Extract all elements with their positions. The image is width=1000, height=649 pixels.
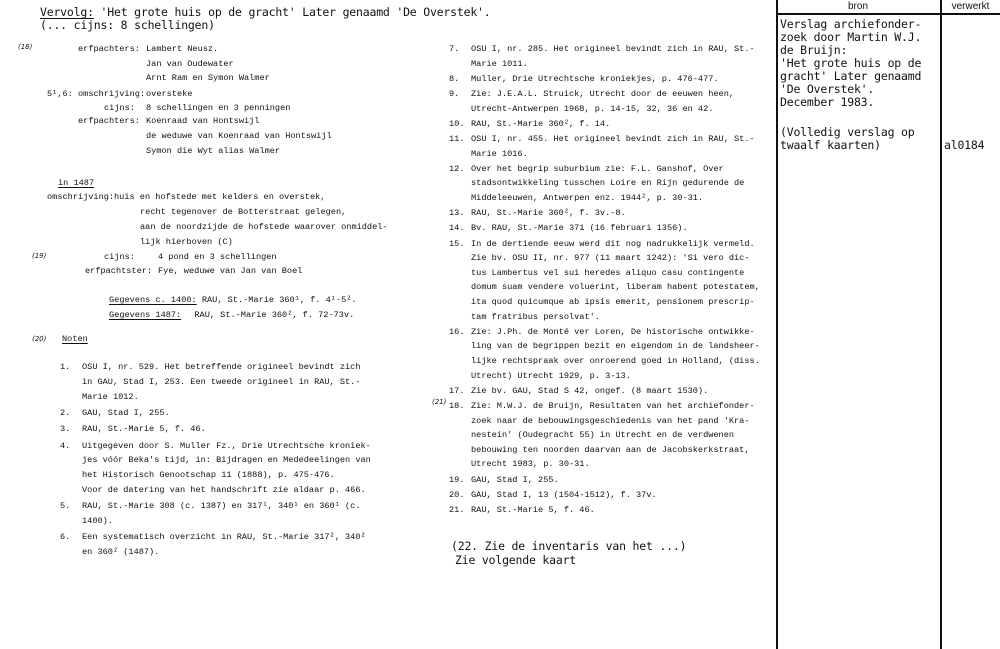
margin-mark-21: (21) bbox=[432, 398, 447, 406]
gegevens-1400: Gegevens c. 1400: RAU, St.-Marie 360¹, f. 4¹-5². bbox=[109, 295, 357, 305]
note-line bbox=[449, 192, 703, 205]
note-text: In de dertiende eeuw werd dit nog nadrukkelijk vermeld. bbox=[471, 238, 755, 249]
verwerkt-code: al0184 bbox=[944, 138, 985, 152]
note-line bbox=[60, 515, 113, 528]
note-number: 9. bbox=[449, 89, 460, 99]
header-row-rule bbox=[776, 13, 1000, 15]
note-text: Utrecht-Antwerpen 1968, p. 14-15, 32, 36 en 42. bbox=[471, 103, 714, 114]
note-text: stadsontwikkeling tusschen Loire en Rijn gedurende de bbox=[471, 178, 745, 189]
note-number: 21. bbox=[449, 505, 465, 515]
footer-line-2: Zie volgende kaart bbox=[455, 553, 577, 567]
note-line bbox=[449, 118, 610, 131]
note-text: Zie: M.W.J. de Bruijn, Resultaten van het archiefonder- bbox=[471, 401, 755, 411]
note-line bbox=[60, 423, 206, 436]
vervolg-label: Vervolg: bbox=[40, 5, 94, 19]
note-text: RAU, St.-Marie 360², f. 3v.-8. bbox=[471, 208, 626, 219]
note-number: 16. bbox=[449, 326, 465, 337]
note-text: GAU, Stad I, 255. bbox=[471, 474, 559, 485]
note-text: bebouwing ten noorden daarvan aan de Jacobskerkstraat, bbox=[471, 444, 750, 455]
note-line bbox=[449, 326, 755, 339]
note-line bbox=[449, 103, 713, 116]
note-line bbox=[449, 429, 734, 442]
note-text: OSU I, nr. 285. Het origineel bevindt zich in RAU, St.- bbox=[471, 44, 755, 54]
note-number: 18. bbox=[449, 401, 465, 411]
note-line bbox=[449, 355, 760, 368]
note-line bbox=[449, 311, 600, 324]
note-text: OSU I, nr. 529. Het betreffende origineel bevindt zich bbox=[82, 362, 361, 372]
gegevens-1487: Gegevens 1487: RAU, St.-Marie 360², f. 72-73v. bbox=[109, 310, 355, 320]
note-text: en 360² (1487). bbox=[82, 547, 160, 558]
margin-mark-18: (18) bbox=[18, 43, 33, 51]
note-text: RAU, St.-Marie 308 (c. 1387) en 317¹, 340¹ en 360¹ (c. bbox=[82, 501, 361, 512]
note-number: 19. bbox=[449, 474, 465, 485]
note-line bbox=[449, 222, 688, 235]
note-line bbox=[449, 504, 595, 517]
bron-header: bron bbox=[847, 1, 868, 12]
omschrijving-label: omschrijving: bbox=[78, 89, 146, 99]
note-number: 11. bbox=[449, 134, 465, 144]
note-number: 13. bbox=[449, 208, 465, 219]
margin-mark-20: (20) bbox=[32, 335, 47, 343]
note-text: Utrecht) Utrecht 1929, p. 3-13. bbox=[471, 370, 631, 381]
note-number: 1. bbox=[60, 362, 71, 372]
note-text: Bv. RAU, St.-Marie 371 (16 februari 1356). bbox=[471, 223, 688, 234]
footer-line-1: (22. Zie de inventaris van het ...) bbox=[451, 539, 687, 553]
note-line bbox=[449, 474, 559, 487]
note-text: RAU, St.-Marie 5, f. 46. bbox=[471, 505, 595, 515]
note-number: 8. bbox=[449, 73, 460, 84]
note-line bbox=[449, 385, 708, 398]
note-text: Voor de datering van het handschrift zie aldaar p. 466. bbox=[82, 484, 366, 495]
note-line bbox=[449, 58, 528, 71]
note-text: Een systematisch overzicht in RAU, St.-Marie 317², 340² bbox=[82, 532, 366, 543]
note-line bbox=[449, 148, 528, 161]
erfpachters-label: erfpachters: bbox=[78, 44, 140, 54]
note-number: 3. bbox=[60, 424, 71, 435]
note-line bbox=[60, 546, 159, 559]
cijns-label: cijns: bbox=[104, 103, 135, 113]
note-text: Zie: J.Ph. de Monté ver Loren, De historische ontwikke- bbox=[471, 326, 755, 337]
note-text: ling van de begrippen bezit en eigendom in de landsheer- bbox=[471, 341, 760, 352]
note-line bbox=[60, 407, 170, 420]
note-text: Middeleeuwen, Antwerpen enz. 1944², p. 30-31. bbox=[471, 193, 704, 203]
note-text: Marie 1011. bbox=[471, 58, 528, 69]
note-number: 5. bbox=[60, 501, 71, 512]
note-text: Marie 1012. bbox=[82, 391, 139, 402]
note-text: nestein' (Oudegracht 55) in Utrecht en de verdwenen bbox=[471, 430, 735, 441]
note-line bbox=[449, 43, 755, 56]
note-line bbox=[449, 415, 749, 428]
erfpachtster-label: erfpachtster: bbox=[85, 266, 153, 276]
note-line bbox=[449, 238, 755, 251]
note-line bbox=[449, 88, 734, 101]
note-line bbox=[449, 340, 760, 353]
note-line bbox=[449, 267, 744, 280]
note-line bbox=[60, 361, 360, 374]
note-text: domum suam vendere voluerint, liberam habent potestatem, bbox=[471, 282, 760, 293]
note-text: RAU, St.-Marie 5, f. 46. bbox=[82, 424, 206, 435]
note-line bbox=[60, 500, 360, 513]
note-text: het Historisch Genootschap 11 (1888), p. 475-476. bbox=[82, 470, 335, 481]
note-text: Zie bv. GAU, Stad S 42, ongef. (8 maart 1530). bbox=[471, 385, 709, 396]
marker-5-6: 5¹,6: bbox=[47, 89, 73, 99]
note-number: 15. bbox=[449, 238, 465, 249]
note-line bbox=[449, 400, 755, 413]
note-line bbox=[449, 458, 590, 471]
note-number: 10. bbox=[449, 118, 465, 129]
note-text: OSU I, nr. 455. Het origineel bevindt zich in RAU, St.- bbox=[471, 134, 755, 144]
note-text: 1400). bbox=[82, 516, 113, 526]
omschrijving-label-2: omschrijving: bbox=[47, 192, 115, 202]
note-number: 20. bbox=[449, 489, 465, 500]
note-number: 6. bbox=[60, 532, 71, 543]
note-text: GAU, Stad I, 13 (1504-1512), f. 37v. bbox=[471, 489, 657, 500]
note-line bbox=[60, 391, 139, 404]
note-line bbox=[449, 489, 657, 502]
note-text: Muller, Drie Utrechtsche kroniekjes, p. 476-477. bbox=[471, 73, 719, 84]
note-line bbox=[449, 207, 626, 220]
in-1487-heading: in 1487 bbox=[58, 178, 95, 188]
note-line bbox=[60, 440, 371, 453]
note-text: GAU, Stad I, 255. bbox=[82, 407, 170, 418]
note-number: 2. bbox=[60, 407, 71, 418]
note-text: Utrecht 1983, p. 30-31. bbox=[471, 459, 590, 470]
bron-column-left-rule bbox=[776, 0, 778, 649]
cijns-label-2: cijns: bbox=[104, 252, 135, 262]
erfpachters-label-2: erfpachters: bbox=[78, 116, 140, 126]
cijns-header-line: (... cijns: 8 schellingen) bbox=[40, 18, 215, 32]
note-line bbox=[449, 252, 749, 265]
note-text: Uitgegeven door S. Muller Fz., Drie Utrechtsche kroniek- bbox=[82, 440, 371, 451]
note-number: 14. bbox=[449, 223, 465, 234]
note-line bbox=[60, 484, 366, 497]
note-line bbox=[449, 177, 744, 190]
note-line bbox=[60, 469, 335, 482]
note-number: 4. bbox=[60, 440, 71, 451]
note-number: 7. bbox=[449, 44, 460, 54]
note-line bbox=[449, 133, 755, 146]
note-text: ita quod quicumque ab ipsis emerit, pensionem prescrip- bbox=[471, 297, 755, 307]
note-text: zoek naar de bebouwingsgeschiedenis van het pand 'Kra- bbox=[471, 415, 750, 426]
margin-mark-19: (19) bbox=[32, 252, 47, 260]
noten-heading: Noten bbox=[62, 334, 88, 344]
note-text: Marie 1016. bbox=[471, 148, 528, 159]
note-line bbox=[60, 531, 366, 544]
note-text: tam fratribus persolvat'. bbox=[471, 311, 600, 322]
note-text: tus Lambertus vel sui heredes aliquo casu contingente bbox=[471, 267, 745, 278]
note-text: RAU, St.-Marie 360², f. 14. bbox=[471, 118, 611, 129]
note-line bbox=[449, 296, 755, 309]
note-line bbox=[449, 444, 749, 457]
note-line bbox=[449, 370, 631, 383]
note-line bbox=[60, 376, 360, 389]
title-text: 'Het grote huis op de gracht' Later genaamd 'De Overstek'. bbox=[93, 5, 491, 19]
note-text: in GAU, Stad I, 253. Een tweede origineel in RAU, St.- bbox=[82, 376, 361, 387]
note-number: 17. bbox=[449, 385, 465, 396]
note-text: Zie bv. OSU II, nr. 977 (11 maart 1242): 'Si vero dic- bbox=[471, 253, 750, 264]
note-text: Over het begrip suburbium zie: F.L. Ganshof, Over bbox=[471, 163, 724, 174]
verwerkt-header: verwerkt bbox=[951, 1, 990, 12]
note-text: Zie: J.E.A.L. Struick, Utrecht door de eeuwen heen, bbox=[471, 89, 735, 99]
bron-column-right-rule bbox=[940, 0, 942, 649]
note-text: jes vóór Beka's tijd, in: Bijdragen en Mededeelingen van bbox=[82, 455, 371, 466]
note-line bbox=[60, 454, 371, 467]
note-number: 12. bbox=[449, 163, 465, 174]
note-line bbox=[449, 281, 760, 294]
note-text: lijke rechtspraak over onroerend goed in Holland, (diss. bbox=[471, 356, 760, 366]
note-line bbox=[449, 163, 724, 176]
note-line bbox=[449, 73, 719, 86]
